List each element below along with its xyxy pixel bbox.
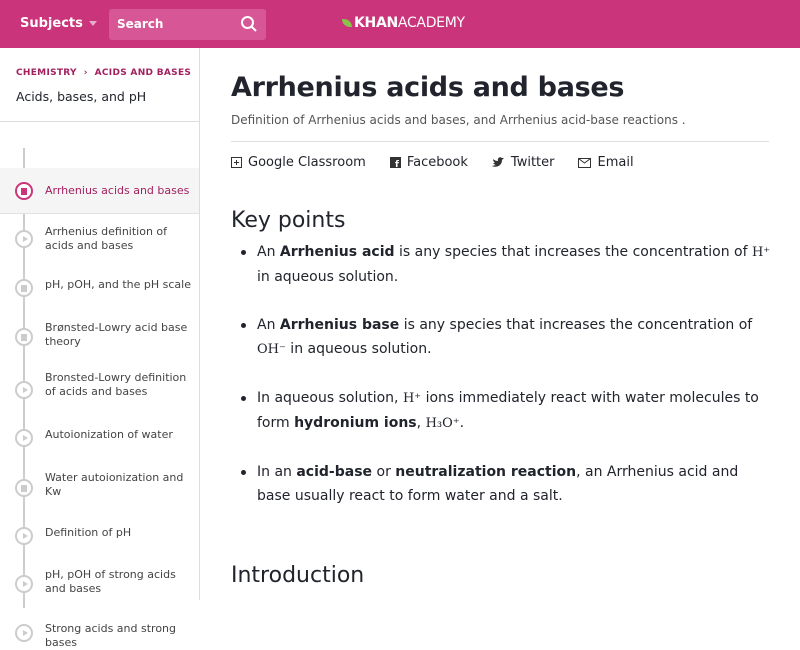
- video-icon: [15, 527, 33, 545]
- divider: [231, 141, 769, 142]
- article-icon: [15, 479, 33, 497]
- share-label: Google Classroom: [248, 155, 366, 170]
- article-icon: [15, 182, 33, 200]
- key-point-text: An: [257, 244, 280, 260]
- video-icon: [15, 624, 33, 642]
- key-point-text: neutralization reaction: [395, 464, 577, 480]
- key-point: [241, 386, 771, 436]
- share-google-classroom[interactable]: [231, 155, 366, 170]
- key-point-text: ions immediately react with water molecules to form: [257, 390, 759, 431]
- key-points-heading: Key points: [231, 208, 346, 233]
- key-point-text: hydronium ions: [294, 415, 417, 431]
- logo-bold: KHAN: [354, 15, 398, 31]
- video-icon: [15, 575, 33, 593]
- introduction-heading: Introduction: [231, 563, 365, 588]
- sidebar-item-label: Arrhenius definition of acids and bases: [45, 225, 168, 252]
- share-facebook[interactable]: [390, 155, 468, 170]
- key-point-text: acid-base: [296, 464, 373, 480]
- key-point-text: or: [372, 464, 396, 480]
- facebook-icon: [390, 157, 401, 168]
- share-label: Twitter: [510, 155, 555, 170]
- sidebar-item-label: pH, pOH of strong acids and bases: [45, 568, 176, 595]
- key-point-text: H⁺: [751, 245, 771, 260]
- share-twitter[interactable]: [492, 155, 555, 170]
- key-point-text: in aqueous solution.: [285, 341, 432, 357]
- key-point-text: H₃O⁺: [425, 416, 460, 431]
- breadcrumb-acids-and-bases[interactable]: ACIDS AND BASES: [94, 68, 192, 78]
- key-point-text: in aqueous solution.: [257, 269, 399, 285]
- breadcrumb: CHEMISTRY › ACIDS AND BASES: [16, 68, 192, 78]
- topic-title: Acids, bases, and pH: [16, 89, 147, 104]
- search-input[interactable]: [109, 9, 266, 40]
- email-icon: [578, 158, 591, 168]
- share-bar: [231, 155, 634, 170]
- article-icon: [15, 328, 33, 346]
- breadcrumb-chemistry[interactable]: CHEMISTRY: [16, 68, 77, 78]
- subjects-menu[interactable]: [20, 16, 97, 31]
- sidebar-item-label: Bronsted-Lowry definition of acids and bases: [45, 371, 187, 398]
- divider: [0, 121, 200, 122]
- top-nav: [0, 0, 800, 48]
- key-point-text: H⁺: [402, 391, 422, 406]
- svg-text:f: f: [394, 160, 399, 168]
- sidebar: [0, 48, 200, 649]
- key-point: [241, 313, 771, 362]
- sidebar-item-label: pH, pOH, and the pH scale: [45, 278, 191, 291]
- key-point-text: An: [257, 317, 280, 333]
- sidebar-item-label: Autoionization of water: [45, 428, 173, 441]
- sidebar-item-label: Brønsted-Lowry acid base theory: [45, 321, 188, 348]
- article-description: Definition of Arrhenius acids and bases, and Arrhenius acid-base reactions .: [231, 113, 686, 127]
- key-point-text: .: [459, 415, 465, 431]
- sidebar-item-label: Water autoionization and Kw: [45, 471, 184, 498]
- chevron-down-icon: [89, 21, 97, 26]
- twitter-icon: [492, 157, 505, 168]
- sidebar-item-label: Strong acids and strong bases: [45, 622, 177, 649]
- share-email[interactable]: [578, 155, 633, 170]
- khan-academy-logo[interactable]: [342, 15, 465, 31]
- key-point-text: ,: [416, 415, 426, 431]
- leaf-icon: [342, 19, 352, 27]
- share-label: Facebook: [406, 155, 468, 170]
- key-point-text: In an: [257, 464, 297, 480]
- page-title: Arrhenius acids and bases: [231, 72, 625, 103]
- key-point: [241, 460, 771, 508]
- share-label: Email: [597, 155, 634, 170]
- key-point-text: OH⁻: [257, 342, 286, 357]
- key-point-text: Arrhenius acid: [279, 244, 395, 260]
- key-points-list: [241, 240, 771, 532]
- key-point: [241, 240, 771, 289]
- search-icon[interactable]: [240, 15, 258, 33]
- article-icon: [15, 279, 33, 297]
- google-classroom-icon: [231, 157, 242, 168]
- video-icon: [15, 429, 33, 447]
- sidebar-item-label: Definition of pH: [45, 526, 132, 539]
- video-icon: [15, 381, 33, 399]
- video-icon: [15, 230, 33, 248]
- sidebar-item-label: Arrhenius acids and bases: [45, 184, 190, 197]
- key-point-text: is any species that increases the concentration of: [394, 244, 752, 260]
- search-placeholder: Search: [117, 17, 164, 31]
- key-point-text: Arrhenius base: [279, 317, 400, 333]
- key-point-text: , an Arrhenius acid and base usually react to form water and a salt.: [257, 464, 739, 504]
- subjects-label: Subjects: [20, 16, 83, 31]
- key-point-text: is any species that increases the concentration of: [399, 317, 753, 333]
- key-point-text: In aqueous solution,: [257, 390, 403, 406]
- logo-light: ACADEMY: [397, 15, 465, 31]
